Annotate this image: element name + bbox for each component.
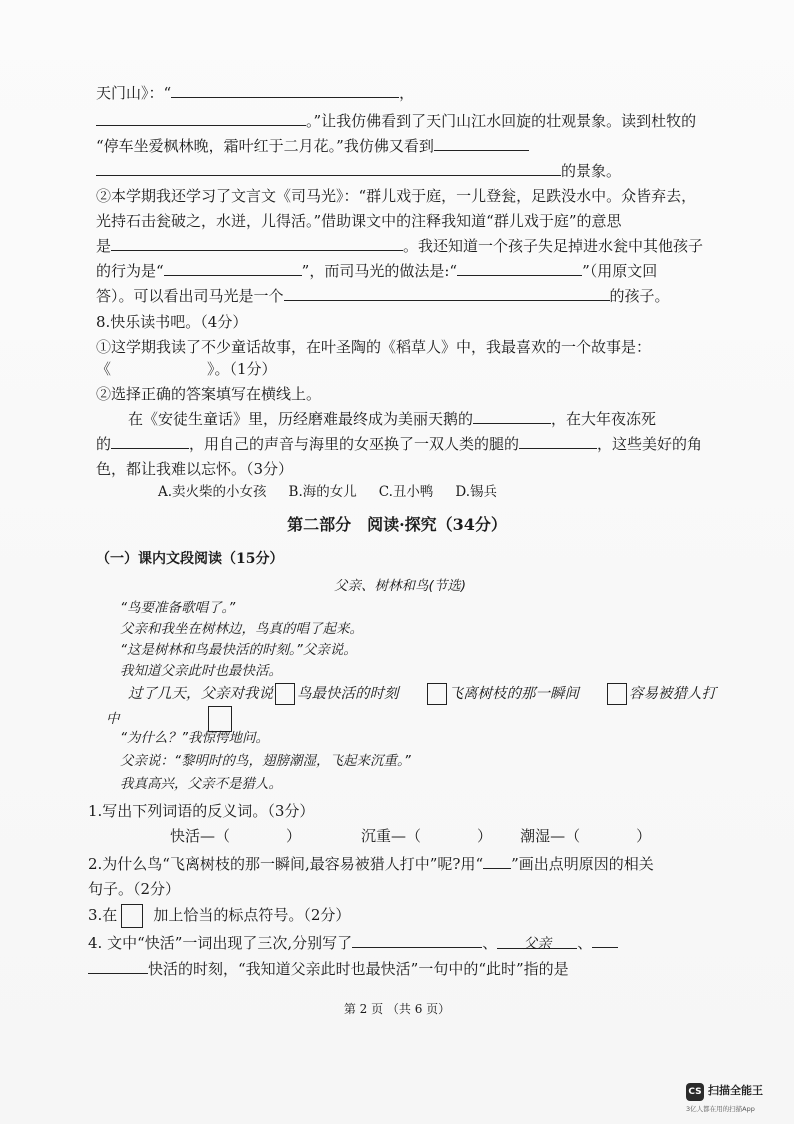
q8-p5: 色，都让我难以忘怀。（3分） xyxy=(96,460,294,478)
passage-p2: 父亲和我坐在树林边，鸟真的唱了起来。 xyxy=(120,621,363,637)
q8-p2: ②选择正确的答案填写在横线上。 xyxy=(96,385,322,403)
option-a[interactable]: A.卖火柴的小女孩 xyxy=(158,484,267,500)
answer-blank[interactable] xyxy=(473,408,551,424)
question-4: 4. 文中“快活”一词出现了三次,分别写了 、 父亲 、 xyxy=(88,932,618,954)
passage-p8: 我真高兴，父亲不是猎人。 xyxy=(120,776,282,792)
handwritten-answer[interactable]: 父亲 xyxy=(497,933,577,949)
q7-line-7: 是 。我还知道一个孩子失足掉进水瓮中其他孩子 xyxy=(96,237,704,255)
answer-blank[interactable] xyxy=(352,932,482,948)
answer-blank[interactable] xyxy=(519,433,597,449)
passage-p3: “这是树林和鸟最快活的时刻。”父亲说。 xyxy=(120,642,357,658)
answer-blank[interactable] xyxy=(96,160,561,176)
answer-blank[interactable] xyxy=(592,932,618,948)
q7-line-2: 。”让我仿佛看到了天门山江水回旋的壮观景象。读到杜牧的 xyxy=(96,110,696,132)
passage-p5-end: 中 xyxy=(106,706,234,732)
q7-line-3: “停车坐爱枫林晚，霜叶红于二月花。”我仿佛又看到 xyxy=(96,135,529,157)
answer-blank[interactable] xyxy=(171,82,399,98)
passage-title: 父亲、树林和鸟(节选) xyxy=(334,578,467,594)
q8-title: 8.快乐读书吧。（4分） xyxy=(96,313,248,331)
question-1: 1.写出下列词语的反义词。（3分） xyxy=(88,802,315,820)
question-3: 3.在 加上恰当的标点符号。（2分） xyxy=(88,904,350,928)
underline-sample xyxy=(483,853,511,869)
punctuation-box-sample xyxy=(121,904,143,928)
answer-blank[interactable] xyxy=(111,433,189,449)
question-4-cont: 快活的时刻，“我知道父亲此时也最快活”一句中的“此时”指的是 xyxy=(88,958,569,980)
q8-p4: 的 ，用自己的声音与海里的女巫换了一双人类的腿的 ，这些美好的角 xyxy=(96,435,703,453)
q8-p1b: 《 》。（1分） xyxy=(96,360,277,378)
q7-line-5: ②本学期我还学习了文言文《司马光》：“群儿戏于庭，一儿登瓮，足跌没水中。众皆弃去， xyxy=(96,187,697,205)
punctuation-box[interactable] xyxy=(607,683,627,705)
question-1-items: 快活—（ ） 沉重—（ ） 潮湿—（ ） xyxy=(170,827,652,845)
answer-blank[interactable] xyxy=(434,135,529,151)
answer-blank[interactable] xyxy=(111,235,403,251)
passage-p7: 父亲说：“黎明时的鸟，翅膀潮湿，飞起来沉重。” xyxy=(120,753,411,769)
q8-p3: 在《安徒生童话》里，历经磨难最终成为美丽天鹅的 ，在大年夜冻死 xyxy=(128,410,657,428)
answer-blank[interactable] xyxy=(457,260,582,276)
q7-line-8: 的行为是“ ”，而司马光的做法是:“ ”（用原文回 xyxy=(96,262,658,280)
passage-p5: 过了几天，父亲对我说 鸟最快活的时刻 飞离树枝的那一瞬间 容易被猎人打 xyxy=(128,683,716,705)
camscanner-name: 扫描全能王 xyxy=(708,1084,763,1097)
answer-blank[interactable] xyxy=(96,110,306,126)
section-1-title: （一）课内文段阅读（15分） xyxy=(96,551,284,567)
camscanner-tagline: 3亿人都在用的扫描App xyxy=(686,1105,755,1113)
passage-p1: “鸟要准备歌唱了。” xyxy=(120,600,236,616)
q7-line-1: 天门山》：“ ， xyxy=(96,84,415,102)
question-2: 2.为什么鸟“飞离树枝的那一瞬间,最容易被猎人打中”呢?用“ ”画出点明原因的相关 xyxy=(88,855,654,873)
answer-blank[interactable] xyxy=(88,958,148,974)
q7-line-9: 答）。可以看出司马光是一个 的孩子。 xyxy=(96,287,670,305)
question-2-end: 句子。（2分） xyxy=(88,880,181,898)
q7-line-6: 光持石击瓮破之，水迸，儿得活。”借助课文中的注释我知道“群儿戏于庭”的意思 xyxy=(96,212,622,230)
q8-options xyxy=(158,481,519,503)
camscanner-logo-icon: CS xyxy=(686,1083,704,1101)
page-number: 第 2 页 （共 6 页） xyxy=(343,1002,451,1016)
answer-blank[interactable] xyxy=(284,285,610,301)
passage-p6: “为什么？”我惊愕地问。 xyxy=(120,730,269,746)
option-b[interactable]: B.海的女儿 xyxy=(288,484,357,500)
answer-blank[interactable] xyxy=(164,260,302,276)
part-2-title: 第二部分 阅读·探究（34分） xyxy=(287,515,507,534)
option-d[interactable]: D.锡兵 xyxy=(455,484,498,500)
q7-line-4: 的景象。 xyxy=(96,160,621,182)
punctuation-box[interactable] xyxy=(427,683,447,705)
q8-p1: ①这学期我读了不少童话故事，在叶圣陶的《稻草人》中，我最喜欢的一个故事是： xyxy=(96,338,652,356)
passage-p4: 我知道父亲此时也最快活。 xyxy=(120,663,282,679)
punctuation-box[interactable] xyxy=(275,683,295,705)
option-c[interactable]: C.丑小鸭 xyxy=(378,484,434,500)
